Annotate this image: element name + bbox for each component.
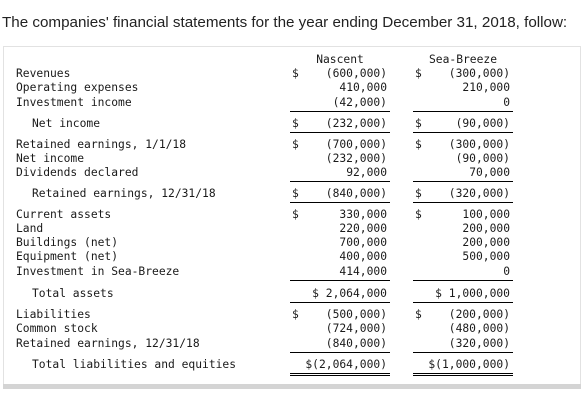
subtotal-line	[290, 280, 390, 281]
row-label-common-stock: Common stock	[16, 322, 98, 335]
sea-breeze-revenues: (300,000)	[448, 67, 510, 80]
row-label-total-liabilities-equities: Total liabilities and equities	[32, 358, 237, 371]
dollar-sign: $	[415, 308, 422, 321]
nascent-operating-expenses: 410,000	[339, 81, 387, 94]
double-total-line	[290, 375, 390, 376]
dollar-sign: $	[415, 187, 422, 200]
sea-breeze-retained-earnings-end-2: (320,000)	[448, 337, 510, 350]
double-total-line	[290, 373, 390, 374]
nascent-investment-sea-breeze: 414,000	[339, 265, 387, 278]
row-label-buildings: Buildings (net)	[16, 236, 119, 249]
subtotal-line	[290, 181, 390, 182]
nascent-common-stock: (724,000)	[325, 322, 387, 335]
nascent-dividends-declared: 92,000	[346, 166, 387, 179]
sea-breeze-current-assets: 100,000	[462, 208, 510, 221]
subtotal-line	[290, 352, 390, 353]
sea-breeze-common-stock: (480,000)	[448, 322, 510, 335]
row-label-retained-earnings-end: Retained earnings, 12/31/18	[32, 187, 216, 200]
dollar-sign: $	[292, 308, 299, 321]
page-heading: The companies' financial statements for the year ending December 31, 2018, follow:	[2, 14, 568, 31]
dollar-sign: $	[415, 138, 422, 151]
nascent-retained-earnings-end: (840,000)	[325, 187, 387, 200]
dollar-sign: $	[292, 67, 299, 80]
sea-breeze-investment-income: 0	[503, 96, 510, 109]
scrollbar-track[interactable]	[3, 384, 581, 389]
double-total-line	[413, 373, 513, 374]
subtotal-line	[413, 111, 513, 112]
column-header-sea-breeze: Sea-Breeze	[428, 53, 497, 66]
nascent-total-liabilities-equities: $(2,064,000)	[305, 358, 387, 371]
subtotal-line	[290, 111, 390, 112]
nascent-revenues: (600,000)	[325, 67, 387, 80]
row-label-investment-income: Investment income	[16, 96, 132, 109]
total-line	[290, 132, 390, 133]
sea-breeze-investment-sea-breeze: 0	[503, 265, 510, 278]
row-label-operating-expenses: Operating expenses	[16, 81, 139, 94]
sea-breeze-buildings: 200,000	[462, 236, 510, 249]
sea-breeze-liabilities: (200,000)	[448, 308, 510, 321]
sea-breeze-operating-expenses: 210,000	[462, 81, 510, 94]
row-label-current-assets: Current assets	[16, 208, 112, 221]
sea-breeze-dividends-declared: 70,000	[469, 166, 510, 179]
sea-breeze-total-assets: $ 1,000,000	[435, 287, 510, 300]
row-label-retained-earnings-end-2: Retained earnings, 12/31/18	[16, 337, 200, 350]
row-label-retained-earnings-begin: Retained earnings, 1/1/18	[16, 138, 187, 151]
total-line	[290, 302, 390, 303]
subtotal-line	[413, 181, 513, 182]
dollar-sign: $	[415, 208, 422, 221]
dollar-sign: $	[292, 208, 299, 221]
sea-breeze-equipment: 500,000	[462, 250, 510, 263]
nascent-retained-earnings-begin: (700,000)	[325, 138, 387, 151]
subtotal-line	[413, 352, 513, 353]
sea-breeze-net-income: (90,000)	[455, 117, 510, 130]
nascent-equipment: 400,000	[339, 250, 387, 263]
double-total-line	[413, 375, 513, 376]
row-label-total-assets: Total assets	[32, 287, 114, 300]
dollar-sign: $	[415, 67, 422, 80]
row-label-liabilities: Liabilities	[16, 308, 91, 321]
row-label-revenues: Revenues	[16, 67, 71, 80]
sea-breeze-retained-earnings-begin: (300,000)	[448, 138, 510, 151]
nascent-net-income: (232,000)	[325, 117, 387, 130]
sea-breeze-land: 200,000	[462, 222, 510, 235]
nascent-buildings: 700,000	[339, 236, 387, 249]
nascent-retained-earnings-end-2: (840,000)	[325, 337, 387, 350]
row-label-land: Land	[16, 222, 44, 235]
dollar-sign: $	[292, 117, 299, 130]
total-line	[290, 202, 390, 203]
total-line	[413, 302, 513, 303]
row-label-investment-sea-breeze: Investment in Sea-Breeze	[16, 265, 180, 278]
row-label-net-income: Net income	[32, 117, 101, 130]
sea-breeze-net-income-2: (90,000)	[455, 152, 510, 165]
row-label-net-income-2: Net income	[16, 152, 85, 165]
nascent-land: 220,000	[339, 222, 387, 235]
dollar-sign: $	[292, 187, 299, 200]
row-label-dividends-declared: Dividends declared	[16, 166, 139, 179]
nascent-total-assets: $ 2,064,000	[312, 287, 387, 300]
sea-breeze-total-liabilities-equities: $(1,000,000)	[428, 358, 510, 371]
nascent-investment-income: (42,000)	[332, 96, 387, 109]
dollar-sign: $	[415, 117, 422, 130]
column-header-nascent: Nascent	[316, 53, 364, 66]
nascent-liabilities: (500,000)	[325, 308, 387, 321]
total-line	[413, 202, 513, 203]
total-line	[413, 132, 513, 133]
nascent-current-assets: 330,000	[339, 208, 387, 221]
row-label-equipment: Equipment (net)	[16, 250, 119, 263]
sea-breeze-retained-earnings-end: (320,000)	[448, 187, 510, 200]
dollar-sign: $	[292, 138, 299, 151]
subtotal-line	[413, 280, 513, 281]
nascent-net-income-2: (232,000)	[325, 152, 387, 165]
